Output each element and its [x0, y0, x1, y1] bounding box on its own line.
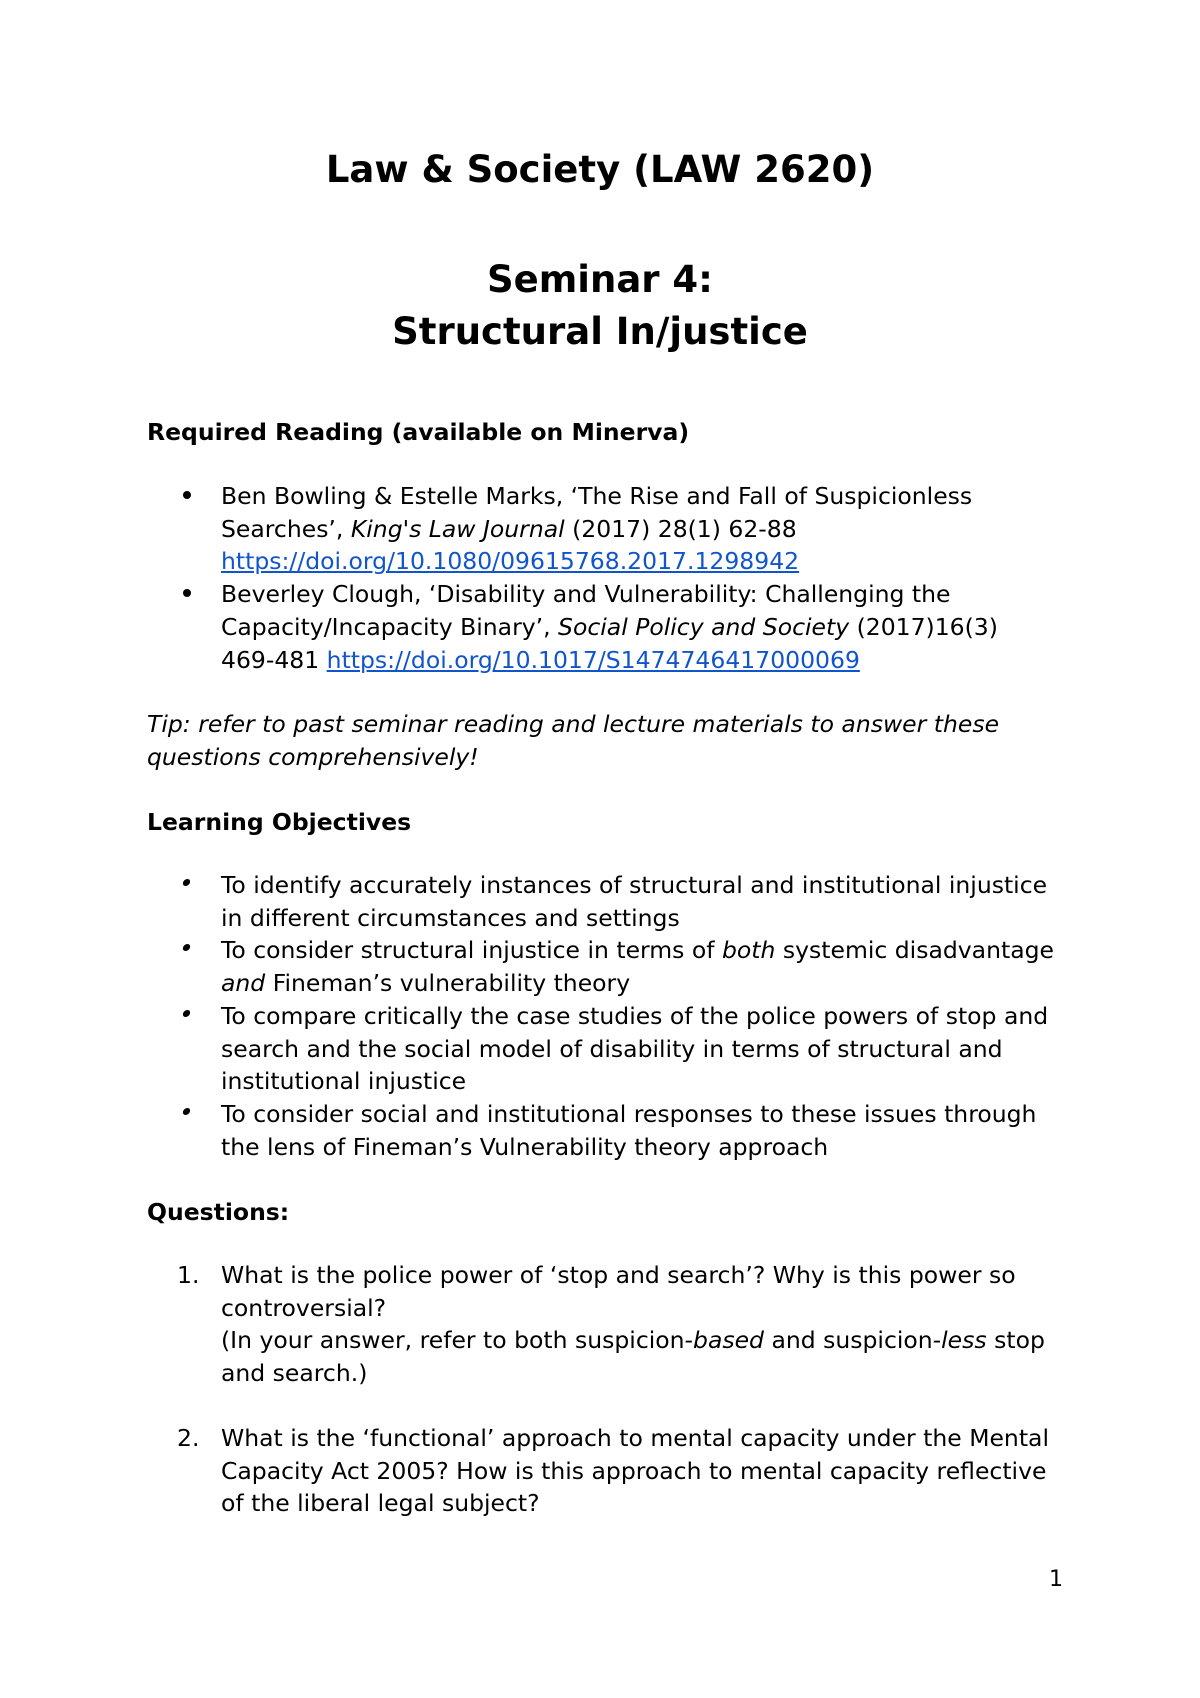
- required-reading-list: [147, 480, 1057, 676]
- objective-item: To consider structural injustice in terms of both systemic disadvantage and Fineman’s vulnerability theory: [147, 934, 1057, 999]
- question-number: 1.: [177, 1261, 200, 1289]
- question-note: (In your answer, refer to both suspicion-based and suspicion-less stop and search.): [221, 1326, 1045, 1388]
- page-number: 1: [1049, 1567, 1063, 1592]
- questions-heading: Questions:: [147, 1198, 290, 1226]
- journal-name: Social Policy and Society: [558, 612, 850, 641]
- bullet-icon: [183, 480, 203, 513]
- reading-citation: Ben Bowling & Estelle Marks, ‘The Rise and Fall of Suspicionless Searches’,: [221, 482, 973, 543]
- reading-item: [147, 578, 1057, 676]
- reading-citation: Beverley Clough, ‘Disability and Vulnerability: Challenging the Capacity/Incapacity Binary’,: [221, 580, 951, 641]
- objective-item: To consider social and institutional responses to these issues through the lens of Fineman’s Vulnerability theory approach: [147, 1098, 1057, 1163]
- seminar-topic: Structural In/justice: [392, 310, 808, 353]
- doi-link[interactable]: https://doi.org/10.1017/S1474746417000069: [326, 645, 860, 674]
- objective-item: To compare critically the case studies of the police powers of stop and search and the social model of disability in terms of structural and institutional injustice: [147, 1000, 1057, 1098]
- questions-list: [147, 1259, 1057, 1520]
- bullet-icon: [183, 934, 203, 967]
- question-number: 2.: [177, 1423, 200, 1452]
- question-item: 2. What is the ‘functional’ approach to mental capacity under the Mental Capacity Act 2005? How is this approach to mental capacity reflective of the liberal legal subject?: [177, 1423, 1049, 1518]
- objective-item: To identify accurately instances of structural and institutional injustice in different circumstances and settings: [147, 869, 1057, 934]
- reading-item: [147, 480, 1057, 578]
- reading-volume: (2017) 28(1) 62-88: [564, 514, 797, 543]
- required-reading-heading: Required Reading (available on Minerva): [147, 418, 690, 446]
- bullet-icon: [183, 869, 203, 902]
- tip-text: Tip: refer to past seminar reading and lecture materials to answer these questions comprehensively!: [147, 710, 1000, 771]
- learning-objectives-list: [147, 869, 1057, 1163]
- course-title: Law & Society (LAW 2620): [325, 148, 875, 191]
- doi-link[interactable]: https://doi.org/10.1080/09615768.2017.1298942: [221, 547, 800, 576]
- bullet-icon: [183, 1000, 203, 1033]
- question-item: 1. What is the police power of ‘stop and search’? Why is this power so controversial? (In your answer, refer to both suspicion-based and suspicion-less stop and search.): [147, 1259, 1057, 1390]
- bullet-icon: [183, 1098, 203, 1131]
- seminar-label: Seminar 4:: [487, 258, 713, 301]
- bullet-icon: [183, 578, 203, 611]
- learning-objectives-heading: Learning Objectives: [147, 808, 412, 836]
- reading-volume: (2017)16(3) 469-481: [221, 612, 998, 674]
- journal-name: King's Law Journal: [350, 514, 565, 543]
